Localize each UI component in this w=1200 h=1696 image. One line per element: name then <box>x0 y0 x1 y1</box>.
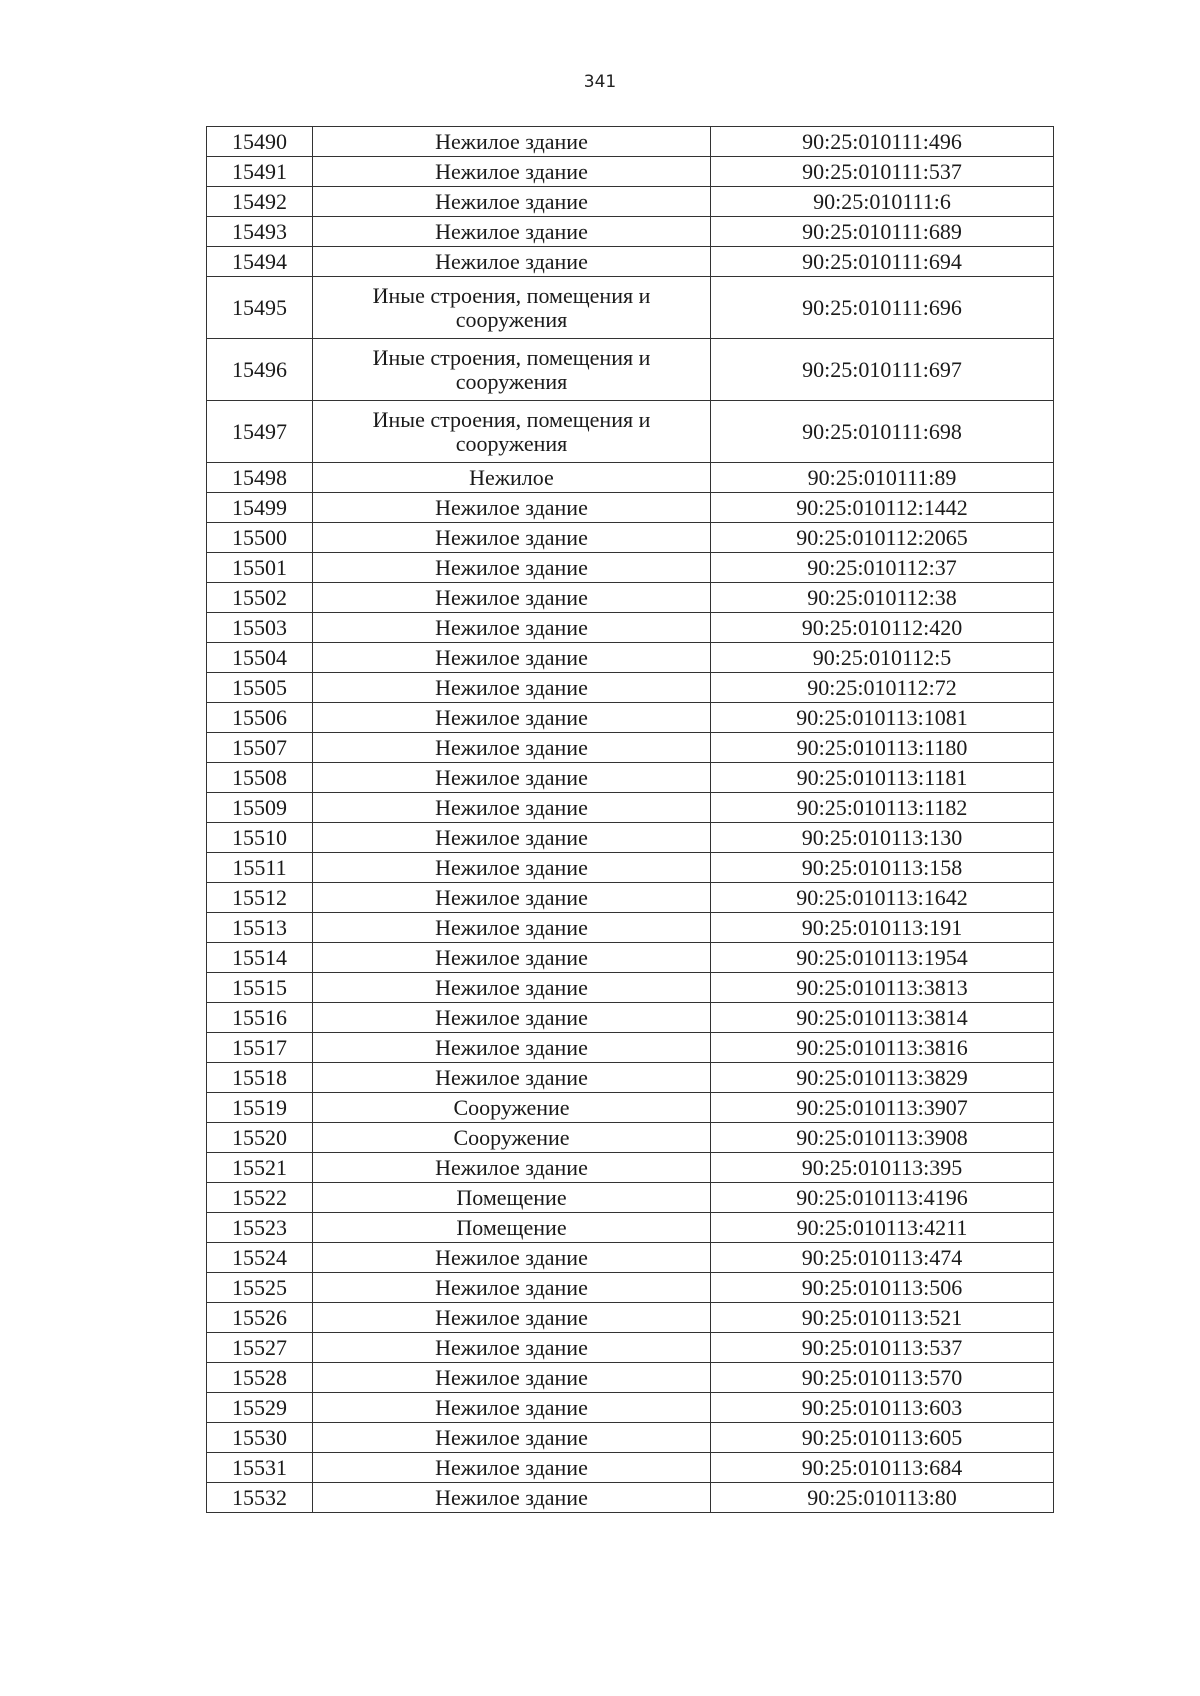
object-type-cell: Нежилое здание <box>313 1033 711 1063</box>
table-row <box>207 1273 1054 1303</box>
table-row <box>207 1033 1054 1063</box>
row-number-cell: 15507 <box>207 733 313 763</box>
page-number: 341 <box>583 72 617 92</box>
object-type-cell: Нежилое здание <box>313 973 711 1003</box>
object-type-cell: Сооружение <box>313 1123 711 1153</box>
object-type-cell: Нежилое здание <box>313 157 711 187</box>
object-type-cell: Нежилое здание <box>313 1453 711 1483</box>
row-number-cell: 15516 <box>207 1003 313 1033</box>
object-type-cell: Нежилое здание <box>313 823 711 853</box>
object-type-cell: Нежилое здание <box>313 127 711 157</box>
cadastral-number-cell: 90:25:010113:395 <box>711 1153 1054 1183</box>
row-number-cell: 15522 <box>207 1183 313 1213</box>
object-type-cell: Нежилое здание <box>313 187 711 217</box>
object-type-cell: Нежилое здание <box>313 247 711 277</box>
object-type-cell: Нежилое здание <box>313 763 711 793</box>
row-number-cell: 15531 <box>207 1453 313 1483</box>
table-row <box>207 1483 1054 1513</box>
cadastral-number-cell: 90:25:010112:72 <box>711 673 1054 703</box>
cadastral-number-cell: 90:25:010113:1180 <box>711 733 1054 763</box>
table-row <box>207 583 1054 613</box>
table-row <box>207 1093 1054 1123</box>
table-row <box>207 493 1054 523</box>
cadastral-number-cell: 90:25:010113:80 <box>711 1483 1054 1513</box>
cadastral-number-cell: 90:25:010113:1954 <box>711 943 1054 973</box>
row-number-cell: 15490 <box>207 127 313 157</box>
object-type-cell: Нежилое здание <box>313 613 711 643</box>
row-number-cell: 15510 <box>207 823 313 853</box>
cadastral-number-cell: 90:25:010111:689 <box>711 217 1054 247</box>
row-number-cell: 15506 <box>207 703 313 733</box>
cadastral-number-cell: 90:25:010113:3814 <box>711 1003 1054 1033</box>
object-type-cell: Нежилое здание <box>313 553 711 583</box>
table-row <box>207 277 1054 339</box>
object-type-cell: Нежилое здание <box>313 1153 711 1183</box>
cadastral-number-cell: 90:25:010113:4196 <box>711 1183 1054 1213</box>
object-type-cell: Нежилое здание <box>313 943 711 973</box>
row-number-cell: 15495 <box>207 277 313 339</box>
row-number-cell: 15512 <box>207 883 313 913</box>
cadastral-number-cell: 90:25:010113:1182 <box>711 793 1054 823</box>
row-number-cell: 15517 <box>207 1033 313 1063</box>
object-type-cell: Нежилое здание <box>313 1063 711 1093</box>
table-row <box>207 1363 1054 1393</box>
table-row <box>207 673 1054 703</box>
object-type-cell: Нежилое здание <box>313 1423 711 1453</box>
cadastral-number-cell: 90:25:010112:2065 <box>711 523 1054 553</box>
table-row <box>207 643 1054 673</box>
row-number-cell: 15528 <box>207 1363 313 1393</box>
object-type-cell: Нежилое здание <box>313 793 711 823</box>
table-row <box>207 1063 1054 1093</box>
cadastral-number-cell: 90:25:010113:537 <box>711 1333 1054 1363</box>
row-number-cell: 15518 <box>207 1063 313 1093</box>
row-number-cell: 15503 <box>207 613 313 643</box>
row-number-cell: 15515 <box>207 973 313 1003</box>
cadastral-number-cell: 90:25:010112:37 <box>711 553 1054 583</box>
object-type-cell: Нежилое <box>313 463 711 493</box>
row-number-cell: 15494 <box>207 247 313 277</box>
object-type-cell: Нежилое здание <box>313 493 711 523</box>
row-number-cell: 15498 <box>207 463 313 493</box>
cadastral-number-cell: 90:25:010113:603 <box>711 1393 1054 1423</box>
cadastral-number-cell: 90:25:010111:694 <box>711 247 1054 277</box>
row-number-cell: 15496 <box>207 339 313 401</box>
table-row <box>207 401 1054 463</box>
cadastral-number-cell: 90:25:010113:521 <box>711 1303 1054 1333</box>
object-type-cell: Нежилое здание <box>313 853 711 883</box>
cadastral-number-cell: 90:25:010113:3908 <box>711 1123 1054 1153</box>
cadastral-number-cell: 90:25:010113:3829 <box>711 1063 1054 1093</box>
cadastral-number-cell: 90:25:010113:1642 <box>711 883 1054 913</box>
cadastral-number-cell: 90:25:010112:5 <box>711 643 1054 673</box>
row-number-cell: 15524 <box>207 1243 313 1273</box>
row-number-cell: 15513 <box>207 913 313 943</box>
object-type-cell: Нежилое здание <box>313 643 711 673</box>
table-row <box>207 157 1054 187</box>
table-row <box>207 339 1054 401</box>
row-number-cell: 15519 <box>207 1093 313 1123</box>
table-row <box>207 733 1054 763</box>
cadastral-number-cell: 90:25:010113:4211 <box>711 1213 1054 1243</box>
table-row <box>207 703 1054 733</box>
object-type-cell: Нежилое здание <box>313 673 711 703</box>
object-type-cell: Нежилое здание <box>313 583 711 613</box>
cadastral-number-cell: 90:25:010113:158 <box>711 853 1054 883</box>
cadastral-number-cell: 90:25:010113:570 <box>711 1363 1054 1393</box>
table-row <box>207 523 1054 553</box>
table-row <box>207 613 1054 643</box>
cadastral-number-cell: 90:25:010112:420 <box>711 613 1054 643</box>
object-type-cell: Нежилое здание <box>313 733 711 763</box>
row-number-cell: 15497 <box>207 401 313 463</box>
cadastral-number-cell: 90:25:010111:496 <box>711 127 1054 157</box>
row-number-cell: 15525 <box>207 1273 313 1303</box>
table-row <box>207 1153 1054 1183</box>
table-row <box>207 1423 1054 1453</box>
row-number-cell: 15521 <box>207 1153 313 1183</box>
table-row <box>207 943 1054 973</box>
row-number-cell: 15491 <box>207 157 313 187</box>
object-type-cell: Помещение <box>313 1183 711 1213</box>
object-type-cell: Нежилое здание <box>313 883 711 913</box>
object-type-cell: Нежилое здание <box>313 523 711 553</box>
table-row <box>207 1333 1054 1363</box>
row-number-cell: 15523 <box>207 1213 313 1243</box>
cadastral-number-cell: 90:25:010113:1181 <box>711 763 1054 793</box>
table-row <box>207 1123 1054 1153</box>
row-number-cell: 15493 <box>207 217 313 247</box>
table-row <box>207 187 1054 217</box>
row-number-cell: 15499 <box>207 493 313 523</box>
row-number-cell: 15526 <box>207 1303 313 1333</box>
object-type-cell: Помещение <box>313 1213 711 1243</box>
cadastral-number-cell: 90:25:010113:1081 <box>711 703 1054 733</box>
table-row <box>207 217 1054 247</box>
object-type-cell: Нежилое здание <box>313 1273 711 1303</box>
row-number-cell: 15500 <box>207 523 313 553</box>
table-row <box>207 973 1054 1003</box>
table-row <box>207 247 1054 277</box>
row-number-cell: 15520 <box>207 1123 313 1153</box>
row-number-cell: 15509 <box>207 793 313 823</box>
table-row <box>207 763 1054 793</box>
table-row <box>207 1243 1054 1273</box>
property-registry-table <box>206 126 1054 1513</box>
cadastral-number-cell: 90:25:010111:89 <box>711 463 1054 493</box>
table-row <box>207 1303 1054 1333</box>
table-row <box>207 553 1054 583</box>
table-row <box>207 1453 1054 1483</box>
table-row <box>207 1393 1054 1423</box>
row-number-cell: 15501 <box>207 553 313 583</box>
cadastral-number-cell: 90:25:010113:506 <box>711 1273 1054 1303</box>
object-type-cell: Нежилое здание <box>313 1333 711 1363</box>
table-row <box>207 127 1054 157</box>
object-type-cell: Иные строения, помещения и сооружения <box>313 401 711 463</box>
object-type-cell: Нежилое здание <box>313 1393 711 1423</box>
row-number-cell: 15529 <box>207 1393 313 1423</box>
row-number-cell: 15530 <box>207 1423 313 1453</box>
object-type-cell: Нежилое здание <box>313 1003 711 1033</box>
cadastral-number-cell: 90:25:010113:474 <box>711 1243 1054 1273</box>
row-number-cell: 15508 <box>207 763 313 793</box>
row-number-cell: 15502 <box>207 583 313 613</box>
row-number-cell: 15511 <box>207 853 313 883</box>
table-row <box>207 1183 1054 1213</box>
object-type-cell: Нежилое здание <box>313 1483 711 1513</box>
object-type-cell: Нежилое здание <box>313 703 711 733</box>
cadastral-number-cell: 90:25:010113:3816 <box>711 1033 1054 1063</box>
cadastral-number-cell: 90:25:010111:698 <box>711 401 1054 463</box>
table-row <box>207 1003 1054 1033</box>
table-row <box>207 913 1054 943</box>
cadastral-number-cell: 90:25:010113:3813 <box>711 973 1054 1003</box>
cadastral-number-cell: 90:25:010113:605 <box>711 1423 1054 1453</box>
table-row <box>207 883 1054 913</box>
registry-table-body <box>207 127 1054 1513</box>
row-number-cell: 15532 <box>207 1483 313 1513</box>
cadastral-number-cell: 90:25:010113:3907 <box>711 1093 1054 1123</box>
object-type-cell: Иные строения, помещения и сооружения <box>313 339 711 401</box>
cadastral-number-cell: 90:25:010112:38 <box>711 583 1054 613</box>
table-row <box>207 1213 1054 1243</box>
object-type-cell: Нежилое здание <box>313 217 711 247</box>
cadastral-number-cell: 90:25:010111:6 <box>711 187 1054 217</box>
row-number-cell: 15514 <box>207 943 313 973</box>
table-row <box>207 853 1054 883</box>
table-row <box>207 463 1054 493</box>
cadastral-number-cell: 90:25:010113:191 <box>711 913 1054 943</box>
object-type-cell: Нежилое здание <box>313 913 711 943</box>
cadastral-number-cell: 90:25:010111:696 <box>711 277 1054 339</box>
object-type-cell: Иные строения, помещения и сооружения <box>313 277 711 339</box>
cadastral-number-cell: 90:25:010112:1442 <box>711 493 1054 523</box>
object-type-cell: Нежилое здание <box>313 1363 711 1393</box>
cadastral-number-cell: 90:25:010113:130 <box>711 823 1054 853</box>
row-number-cell: 15504 <box>207 643 313 673</box>
table-row <box>207 823 1054 853</box>
object-type-cell: Нежилое здание <box>313 1303 711 1333</box>
cadastral-number-cell: 90:25:010113:684 <box>711 1453 1054 1483</box>
object-type-cell: Нежилое здание <box>313 1243 711 1273</box>
cadastral-number-cell: 90:25:010111:537 <box>711 157 1054 187</box>
row-number-cell: 15492 <box>207 187 313 217</box>
row-number-cell: 15527 <box>207 1333 313 1363</box>
object-type-cell: Сооружение <box>313 1093 711 1123</box>
row-number-cell: 15505 <box>207 673 313 703</box>
table-row <box>207 793 1054 823</box>
cadastral-number-cell: 90:25:010111:697 <box>711 339 1054 401</box>
